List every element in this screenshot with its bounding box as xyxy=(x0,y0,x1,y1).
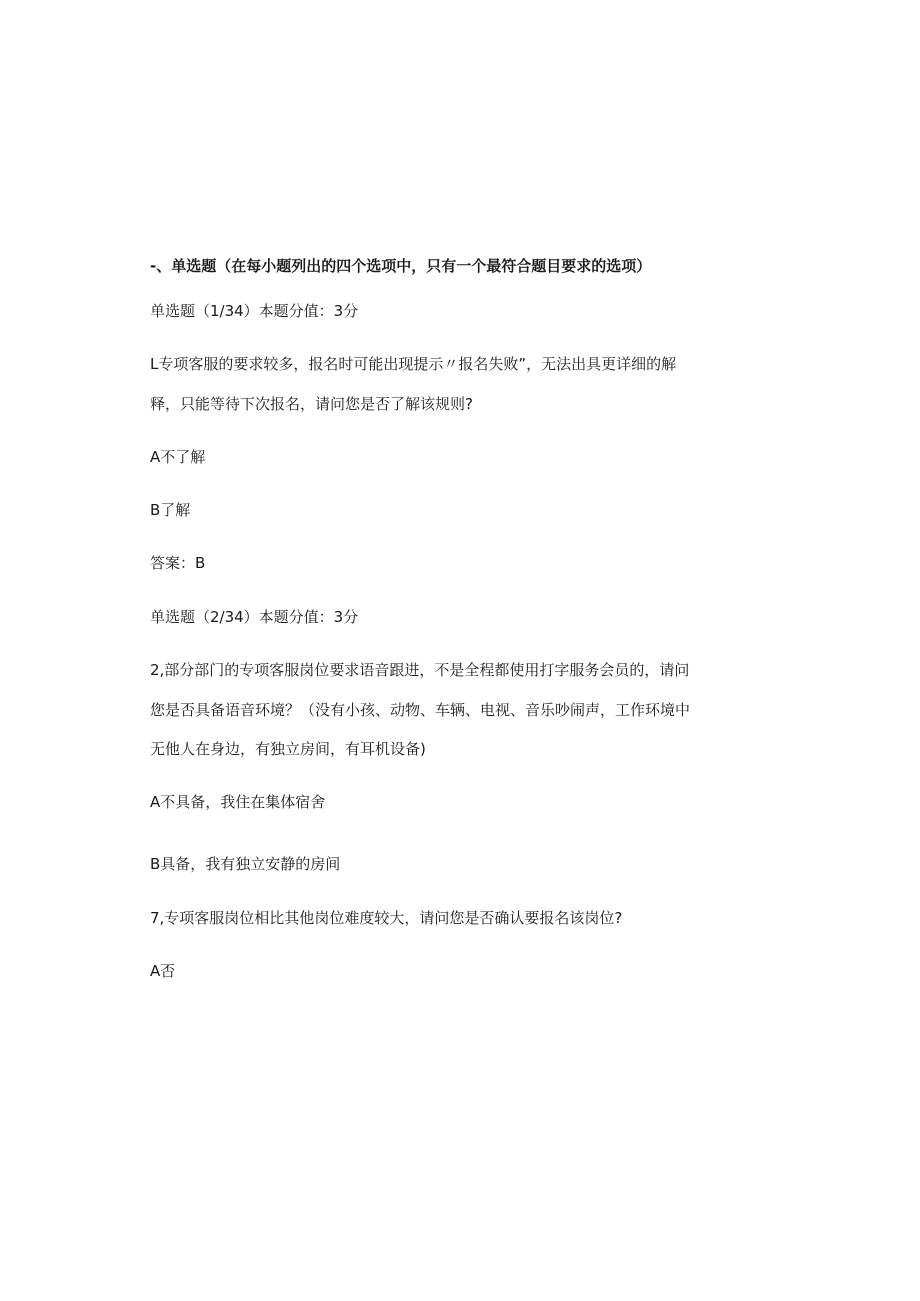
question-1-option-b: B了解 xyxy=(150,501,191,519)
question-1-answer: 答案：B xyxy=(150,554,206,572)
question-1-text-line-2: 释，只能等待下次报名，请问您是否了解该规则? xyxy=(150,395,473,413)
section-title: -、单选题（在每小题列出的四个选项中，只有一个最符合题目要求的选项） xyxy=(150,257,652,275)
question-2-header: 单选题（2/34）本题分值：3分 xyxy=(150,608,359,626)
question-1-option-a: A不了解 xyxy=(150,448,206,466)
question-1-text-line-1: L专项客服的要求较多，报名时可能出现提示〃报名失败”，无法出具更详细的解 xyxy=(150,355,677,373)
question-2-text-line-1: 2,部分部门的专项客服岗位要求语音跟进，不是全程都使用打字服务会员的，请问 xyxy=(150,661,690,679)
question-1-header: 单选题（1/34）本题分值：3分 xyxy=(150,302,359,320)
question-2-option-a: A不具备，我住在集体宿舍 xyxy=(150,793,326,811)
question-3-option-a: A否 xyxy=(150,962,176,980)
question-2-text-line-2: 您是否具备语音环境？（没有小孩、动物、车辆、电视、音乐吵闹声，工作环境中 xyxy=(150,701,691,719)
question-3-text-line-1: 7,专项客服岗位相比其他岗位难度较大，请问您是否确认要报名该岗位? xyxy=(150,909,623,927)
question-2-option-b: B具备，我有独立安静的房间 xyxy=(150,855,341,873)
question-2-text-line-3: 无他人在身边，有独立房间，有耳机设备) xyxy=(150,740,426,758)
